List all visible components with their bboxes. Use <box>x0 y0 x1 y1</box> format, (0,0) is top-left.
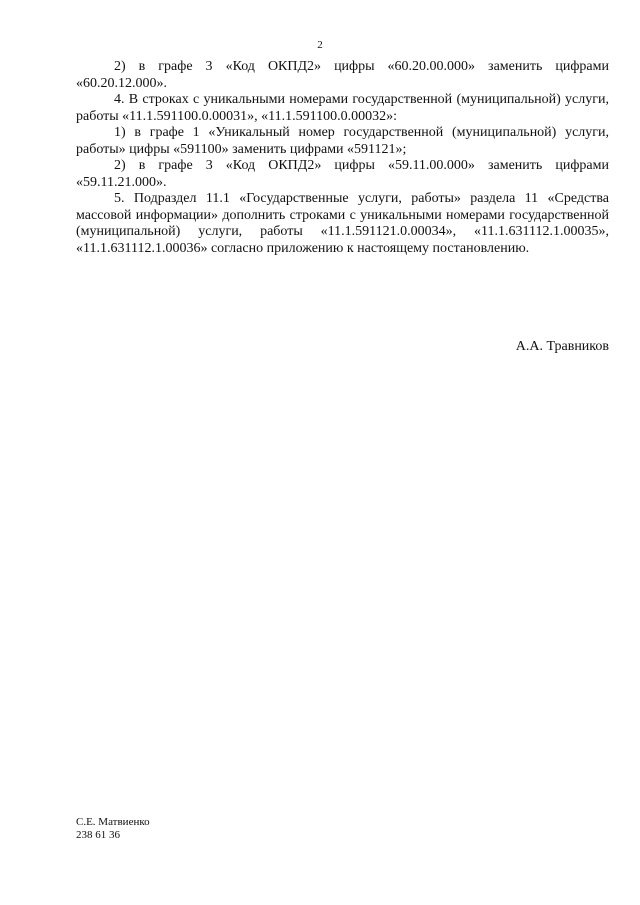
paragraph-okpd-60: 2) в графе 3 «Код ОКПД2» цифры «60.20.00.000» заменить цифрами «60.20.12.000». <box>76 59 609 91</box>
paragraph-item-4: 4. В строках с уникальными номерами государственной (муниципальной) услуги, работы «11.1.591100.0.00031», «11.1.591100.0.00032»: <box>76 92 609 124</box>
executor-phone: 238 61 36 <box>76 829 120 841</box>
paragraph-item-5: 5. Подраздел 11.1 «Государственные услуги, работы» раздела 11 «Средства массовой информации» дополнить строками с уникальными номерами государственной (муниципальной) услуги, работы «11.1.591121.0.00034», «11.1.631112.1.00035», «11.1.631112.1.00036» согласно приложению к настоящему постановлению. <box>76 191 609 256</box>
executor-name: С.Е. Матвиенко <box>76 816 150 828</box>
document-body <box>76 59 609 257</box>
signature: А.А. Травников <box>515 339 609 354</box>
page-number: 2 <box>317 39 323 51</box>
paragraph-item-4-1: 1) в графе 1 «Уникальный номер государственной (муниципальной) услуги, работы» цифры «591100» заменить цифрами «591121»; <box>76 125 609 157</box>
footer <box>76 816 150 842</box>
paragraph-item-4-2: 2) в графе 3 «Код ОКПД2» цифры «59.11.00.000» заменить цифрами «59.11.21.000». <box>76 158 609 190</box>
